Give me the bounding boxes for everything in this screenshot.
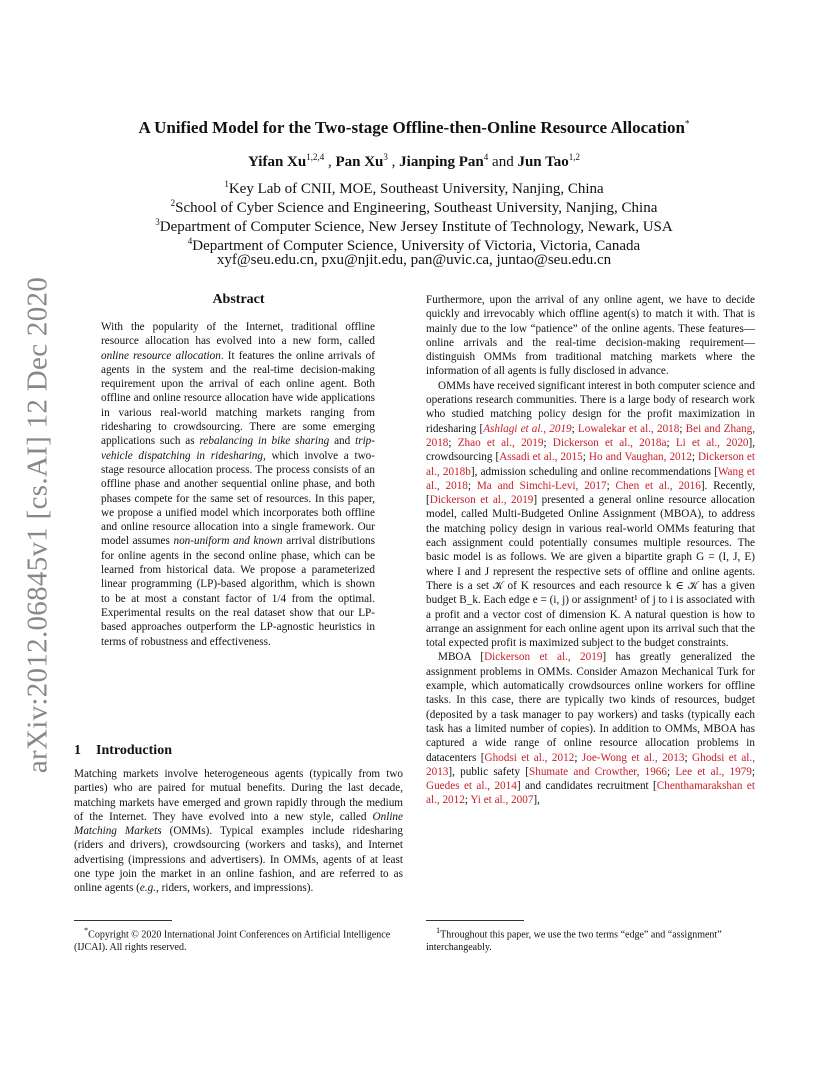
citation-link[interactable]: Shumate and Crowther, 1966 bbox=[529, 765, 667, 778]
body-text: (OMMs). Typical examples include ridesharing (riders and drivers), crowdsourcing (workers and tasks), and Internet advertising (impressions and advertisers). In OMMs, agents of at least one type join the market in an online fashion, and are referred to as online agents ( bbox=[74, 825, 403, 895]
citation-link[interactable]: Dickerson et al., 2019 bbox=[429, 494, 534, 507]
body-text: ]. Recently, [ bbox=[426, 479, 756, 507]
citation-link[interactable]: Lowalekar et al., 2018 bbox=[577, 422, 680, 435]
author-emails: xyf@seu.edu.cn, pxu@njit.edu, pan@uvic.ca, juntao@seu.edu.cn bbox=[216, 252, 612, 268]
abstract-emphasis: rebalancing in bike sharing bbox=[199, 435, 330, 448]
arxiv-identifier-text: arXiv:2012.06845v1 [cs.AI] 12 Dec 2020 bbox=[21, 276, 54, 774]
body-paragraph: OMMs have received significant interest in both computer science and operations research communities. There is a large body of research work who studied matching policy design for the profit maximization in ridesharing [Ashlagi et al., 2019; Lowalekar et al., 2018; Bei and Zhang, 2018; Zhao et al., 2019; Dickerson et al., 2018a; Li et al., 2020], crowdsourcing [Assadi et al., 2015; Ho and Vaughan, 2012; Dickerson et al., 2018b], admission scheduling and online recommendations [Wang et al., 2018; Ma and Simchi-Levi, 2017; Chen et al., 2016]. Recently, [Dickerson et al., 2019] presented a general online resource allocation model, called Multi-Budgeted Online Assignment (MBOA), to address the matching policy design in various real-world OMMs featuring that each assignment could potentially consumes multiple resources. The basic model is as follows. We are given a bipartite graph G = (I, J, E) where I and J represent the respective sets of offline and online agents. There is a set 𝒦 of K resources and each resource k ∈ 𝒦 has a given budget B_k. Each edge e = (i, j) or assignment¹ of j to i is associated with a profit and a vector cost of dimension K. A natural question is how to arrange an assignment for each online agent upon its arrival such that the total expected profit is maximized subject to the budget constraints. bbox=[426, 379, 756, 650]
affiliation-text: School of Cyber Science and Engineering, Southeast University, Nanjing, China bbox=[175, 200, 658, 216]
footnote-rule bbox=[74, 920, 172, 921]
abstract-text: , which involve a two-stage resource allocation process. The process consists of an offline phase and another sequential online phase, and both phases compete for the same set of resources. In this paper, we propose a unified model which incorporates both offline and online resource allocation into a single framework. Our model assumes bbox=[101, 449, 375, 548]
arxiv-identifier bbox=[14, 276, 62, 774]
body-text: ] and candidates recruitment [ bbox=[516, 780, 657, 793]
author-affil-mark: 3 bbox=[383, 152, 388, 162]
footnote-text: Throughout this paper, we use the two terms “edge” and “assignment” interchangeably. bbox=[426, 929, 722, 953]
body-text: OMMs have received significant interest in both computer science and operations research communities. There is a large body of research work who studied matching policy design for the profit maximization in ridesharing [ bbox=[426, 379, 755, 435]
footnote-mark: * bbox=[84, 926, 89, 935]
abstract-body bbox=[101, 320, 375, 649]
body-text: ] has greatly generalized the assignment problems in OMMs. Consider Amazon Mechanical Turk for example, which automatically crowdsources online workers for offline tasks. In this case, there are typically two kinds of resources, budget (deposited by a task manager to pay workers) and tasks (typically each task has a limited number of copies). In addition to OMMs, MBOA has captured a wide range of online resource allocation problems in datacenters [ bbox=[426, 651, 755, 764]
section-title: Introduction bbox=[96, 743, 172, 758]
body-paragraph: Furthermore, upon the arrival of any online agent, we have to decide quickly and irrevocably which offline agent(s) to match it with. That is mainly due to the low “patience” of the online agents. These features—online arrivals and the real-time decision-making requirement—distinguish OMMs from traditional matching markets where the information of all agents is fully disclosed in advance. bbox=[426, 294, 755, 378]
body-text: ] presented a general online resource allocation model, called Multi-Budgeted Online Assignment (MBOA), to address the matching policy design in various real-world OMMs featuring that each assignment could potentially consumes multiple resources. The basic model is as follows. We are given a bipartite graph G = (I, J, E) where I and J represent the respective sets of offline and online agents. There is a set 𝒦 of K resources and each resource k ∈ 𝒦 has a given budget B_k. Each edge e = (i, j) or assignment¹ of j to i is associated with a profit and a vector cost of dimension K. A natural question is how to arrange an assignment for each online agent upon its arrival such that the total expected profit is maximized subject to the budget constraints. bbox=[426, 494, 755, 650]
right-column bbox=[426, 293, 755, 808]
citation-link[interactable]: Dickerson et al., 2019 bbox=[484, 651, 603, 664]
citation-link[interactable]: Chen et al., 2016 bbox=[615, 479, 701, 492]
body-text: , riders, workers, and impressions). bbox=[156, 882, 314, 895]
affiliation-mark: 1 bbox=[224, 179, 229, 189]
body-paragraph: MBOA [Dickerson et al., 2019] has greatly generalized the assignment problems in OMMs. Consider Amazon Mechanical Turk for example, which automatically crowdsources online workers for offline tasks. In this case, there are typically two kinds of resources, budget (deposited by a task manager to pay workers) and tasks (typically each task has a limited number of copies). In addition to OMMs, MBOA has captured a wide range of online resource allocation problems in datacenters [Ghodsi et al., 2012; Joe-Wong et al., 2013; Ghodsi et al., 2013], public safety [Shumate and Crowther, 1966; Lee et al., 1979; Guedes et al., 2014] and candidates recruitment [Chenthamarakshan et al., 2012; Yi et al., 2007], bbox=[426, 651, 756, 807]
citation-link[interactable]: Ghodsi et al., 2013 bbox=[426, 751, 756, 778]
author-name: Yifan Xu bbox=[248, 154, 307, 170]
author-separator: , bbox=[324, 154, 336, 170]
body-text: MBOA [ bbox=[438, 651, 485, 664]
author-separator: , bbox=[387, 154, 400, 170]
author-separator: and bbox=[488, 154, 518, 170]
body-text: ], public safety [ bbox=[448, 765, 529, 778]
section-heading bbox=[74, 743, 172, 759]
author-affil-mark: 1,2,4 bbox=[306, 152, 325, 162]
citation-link[interactable]: Ho and Vaughan, 2012 bbox=[588, 451, 692, 464]
affiliation-mark: 3 bbox=[155, 217, 160, 227]
author-list bbox=[0, 152, 828, 171]
citation-link[interactable]: Chenthamarakshan et al., 2012 bbox=[426, 780, 755, 807]
citation-link[interactable]: Yi et al., 2007 bbox=[470, 794, 534, 807]
citation-link[interactable]: Li et al., 2020 bbox=[675, 436, 749, 449]
citation-link[interactable]: Wang et al., 2018 bbox=[426, 465, 755, 492]
citation-link[interactable]: Ghodsi et al., 2012 bbox=[484, 751, 575, 764]
footnote-text: Copyright © 2020 International Joint Conferences on Artificial Intelligence (IJCAI). All rights reserved. bbox=[74, 929, 391, 953]
author-name: Jianping Pan bbox=[399, 154, 484, 170]
citation-link[interactable]: Zhao et al., 2019 bbox=[457, 436, 544, 449]
affiliation-text: Department of Computer Science, University of Victoria, Victoria, Canada bbox=[192, 238, 641, 254]
abstract-text: arrival distributions for online agents in the second online phase, which can be learned from historical data. We propose a parameterized linear programming (LP)-based algorithm, which is shown to be at most a constant factor of 1/4 from the optimal. Experimental results on the real dataset show that our LP-based approaches outperform the LP-agnostic heuristics in terms of robustness and effectiveness. bbox=[101, 535, 375, 648]
body-text: ], admission scheduling and online recommendations [ bbox=[470, 465, 718, 478]
citation-link[interactable]: Ashlagi et al., 2019 bbox=[483, 422, 572, 435]
citation-link[interactable]: Ma and Simchi-Levi, 2017 bbox=[476, 479, 607, 492]
intro-paragraph bbox=[74, 767, 403, 896]
abstract-emphasis: trip-vehicle dispatching in ridesharing bbox=[101, 435, 375, 462]
abstract-heading: Abstract bbox=[212, 292, 265, 307]
citation-link[interactable]: Joe-Wong et al., 2013 bbox=[581, 751, 685, 764]
body-text: Matching markets involve heterogeneous agents (typically from two parties) who are paired for mutual benefits. During the last decade, matching markets have emerged and grown rapidly through the medium of the Internet. They have evolved into a new style, called bbox=[74, 768, 403, 823]
body-emphasis: Online Matching Markets bbox=[74, 810, 403, 838]
citation-link[interactable]: Assadi et al., 2015 bbox=[499, 451, 583, 464]
section-number: 1 bbox=[74, 743, 81, 758]
affiliation-text: Key Lab of CNII, MOE, Southeast University, Nanjing, China bbox=[228, 181, 604, 197]
body-emphasis: e.g. bbox=[139, 882, 157, 895]
body-text: ], bbox=[533, 794, 540, 807]
abstract-text: . It features the online arrivals of agents in the system and the real-time decision-making requirement upon the arrival of each online agent. Both offline and online resource allocation have wide applications in various real-world matching markets ranging from ridesharing to crowdsourcing. There are some emerging applications such as bbox=[101, 349, 375, 448]
author-name: Jun Tao bbox=[517, 154, 569, 170]
footnote-rule bbox=[426, 920, 524, 921]
affiliation-text: Department of Computer Science, New Jersey Institute of Technology, Newark, USA bbox=[159, 219, 673, 235]
abstract-text: and bbox=[329, 435, 356, 448]
affiliation-mark: 4 bbox=[187, 236, 193, 246]
footnote-mark: 1 bbox=[436, 926, 441, 935]
citation-link[interactable]: Dickerson et al., 2018a bbox=[552, 436, 667, 449]
abstract-text: With the popularity of the Internet, traditional offline resource allocation has evolved into a new form, called bbox=[101, 321, 375, 348]
title-footnote-mark: * bbox=[684, 118, 690, 129]
citation-link[interactable]: Bei and Zhang, 2018 bbox=[426, 422, 756, 449]
footnote bbox=[74, 925, 403, 954]
citation-link[interactable]: Guedes et al., 2014 bbox=[426, 780, 517, 793]
citation-link[interactable]: Lee et al., 1979 bbox=[675, 765, 752, 778]
author-affil-mark: 1,2 bbox=[568, 152, 580, 162]
paper-title-text: A Unified Model for the Two-stage Offline-then-Online Resource Allocation bbox=[138, 118, 685, 137]
abstract-emphasis: non-uniform and known bbox=[173, 535, 283, 548]
footnote bbox=[426, 925, 755, 954]
body-text: ], crowdsourcing [ bbox=[426, 436, 756, 464]
paper-title bbox=[0, 118, 828, 138]
author-affil-mark: 4 bbox=[483, 152, 489, 162]
author-name: Pan Xu bbox=[335, 154, 384, 170]
affiliation-mark: 2 bbox=[170, 198, 176, 208]
abstract-emphasis: online resource allocation bbox=[101, 349, 221, 362]
citation-link[interactable]: Dickerson et al., 2018b bbox=[426, 451, 755, 478]
